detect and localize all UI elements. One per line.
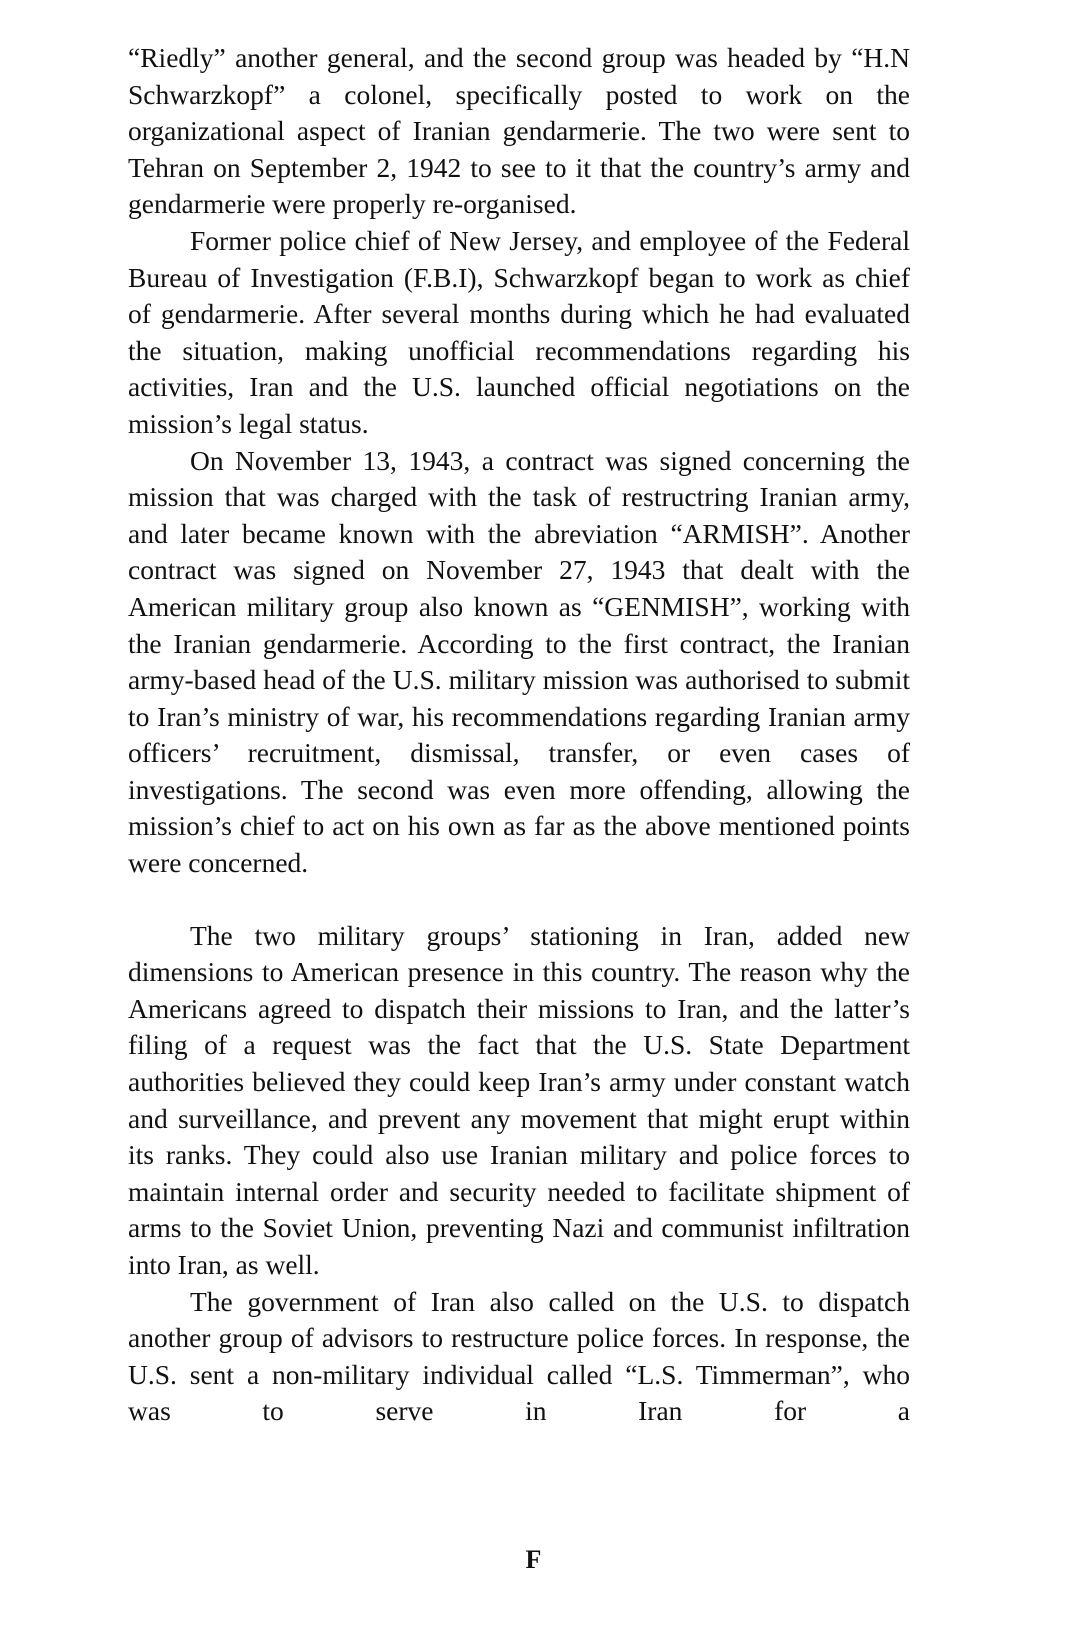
text-column — [128, 40, 910, 1430]
paragraph-2: Former police chief of New Jersey, and employee of the Federal Bureau of Investigation (F.B.I), Schwarzkopf began to work as chief of gendarmerie. After several months during which he had evaluated the situation, making unofficial recommendations regarding his activities, Iran and the U.S. launched official negotiations on the mission’s legal status. — [128, 224, 910, 439]
paragraph-1: “Riedly” another general, and the second group was headed by “H.N Schwarzkopf” a colonel, specifically posted to work on the organizational aspect of Iranian gendarmerie. The two were sent to Tehran on September 2, 1942 to see to it that the country’s army and gendarmerie were properly re-organised. — [128, 42, 910, 220]
paragraph-3: On November 13, 1943, a contract was signed concerning the mission that was charged with the task of restructring Iranian army, and later became known with the abreviation “ARMISH”. Another contract was signed on November 27, 1943 that dealt with the American military group also known as “GENMISH”, working with the Iranian gendarmerie. According to the first contract, the Iranian army-based head of the U.S. military mission was authorised to submit to Iran’s ministry of war, his recommendations regarding Iranian army officers’ recruitment, dismissal, transfer, or even cases of investigations. The second was even more offending, allowing the mission’s chief to act on his own as far as the above mentioned points were concerned. — [128, 444, 910, 879]
paragraph-4: The two military groups’ stationing in Iran, added new dimensions to American presence in this country. The reason why the Americans agreed to dispatch their missions to Iran, and the latter’s filing of a request was the fact that the U.S. State Department authorities believed they could keep Iran’s army under constant watch and surveillance, and prevent any movement that might erupt within its ranks. They could also use Iranian military and police forces to maintain internal order and security needed to facilitate shipment of arms to the Soviet Union, preventing Nazi and communist infiltration into Iran, as well. — [128, 919, 910, 1280]
page-folio: F — [525, 1545, 542, 1574]
paragraph-5: The government of Iran also called on the U.S. to dispatch another group of advisors to restructure police forces. In response, the U.S. sent a non-military individual called “L.S. Timmerman”, who was to serve in Iran for a — [128, 1285, 910, 1427]
